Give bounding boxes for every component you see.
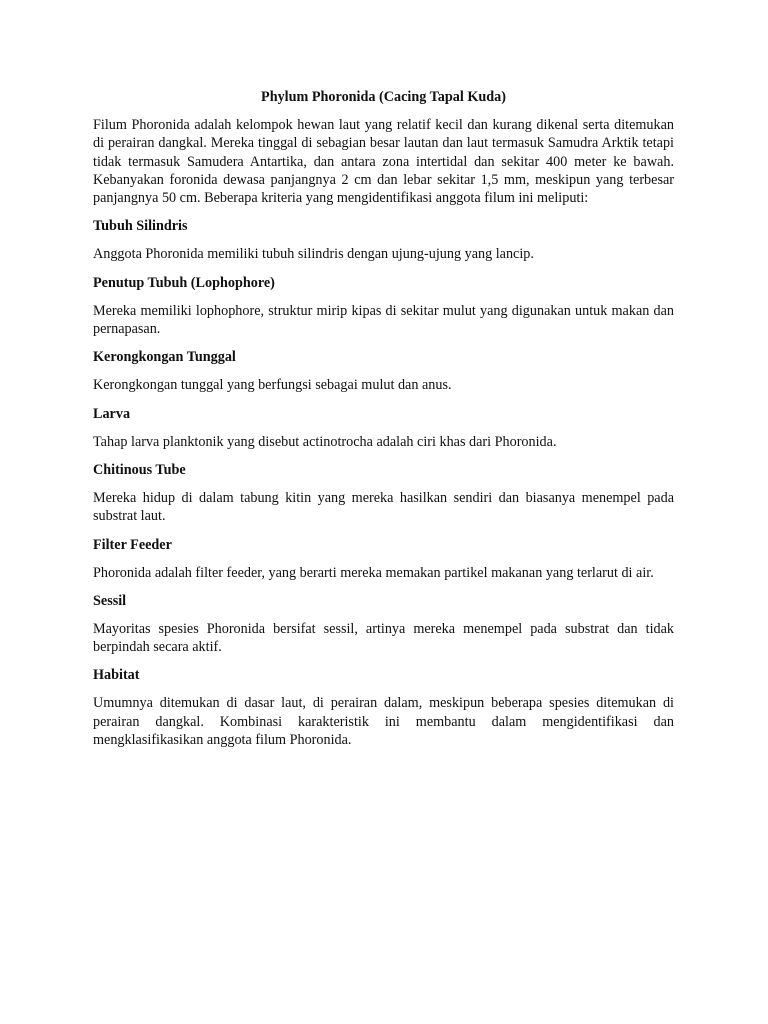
section-text-kerongkongan: Kerongkongan tunggal yang berfungsi sebagai mulut dan anus.: [93, 377, 452, 394]
section-heading-tubuh-silindris: Tubuh Silindris: [93, 218, 188, 235]
section-text-chitinous-tube: Mereka hidup di dalam tabung kitin yang mereka hasilkan sendiri dan biasanya menempel pada substrat laut.: [93, 489, 674, 525]
document-title: Phylum Phoronida (Cacing Tapal Kuda): [261, 89, 506, 105]
section-text-habitat: Umumnya ditemukan di dasar laut, di perairan dalam, meskipun beberapa spesies ditemukan di perairan dangkal. Kombinasi karakteristik ini membantu dalam mengidentifikasi dan mengklasifikasikan anggota filum Phoronida.: [93, 695, 674, 749]
section-heading-chitinous-tube: Chitinous Tube: [93, 461, 186, 478]
section-heading-sessil: Sessil: [93, 592, 127, 609]
section-heading-larva: Larva: [93, 405, 131, 422]
section-heading-lophophore: Penutup Tubuh (Lophophore): [93, 274, 275, 291]
section-text-larva: Tahap larva planktonik yang disebut actinotrocha adalah ciri khas dari Phoronida.: [93, 433, 557, 450]
section-text-filter-feeder: Phoronida adalah filter feeder, yang berarti mereka memakan partikel makanan yang terlarut di air.: [93, 564, 654, 581]
section-heading-kerongkongan: Kerongkongan Tunggal: [93, 349, 236, 366]
section-text-lophophore: Mereka memiliki lophophore, struktur mirip kipas di sekitar mulut yang digunakan untuk makan dan pernapasan.: [93, 302, 674, 338]
section-heading-habitat: Habitat: [93, 667, 140, 684]
section-text-tubuh-silindris: Anggota Phoronida memiliki tubuh silindris dengan ujung-ujung yang lancip.: [93, 246, 534, 263]
section-text-sessil: Mayoritas spesies Phoronida bersifat sessil, artinya mereka menempel pada substrat dan tidak berpindah secara aktif.: [93, 620, 674, 656]
intro-paragraph: Filum Phoronida adalah kelompok hewan laut yang relatif kecil dan kurang dikenal serta ditemukan di perairan dangkal. Mereka tinggal di sebagian besar lautan dan laut termasuk Samudra Arktik tetapi tidak termasuk Samudera Antartika, dan antara zona intertidal dan sekitar 400 meter ke bawah. Kebanyakan foronida dewasa panjangnya 2 cm dan lebar sekitar 1,5 mm, meskipun yang terbesar panjangnya 50 cm. Beberapa kriteria yang mengidentifikasi anggota filum ini meliputi:: [93, 117, 674, 207]
section-heading-filter-feeder: Filter Feeder: [93, 536, 172, 553]
